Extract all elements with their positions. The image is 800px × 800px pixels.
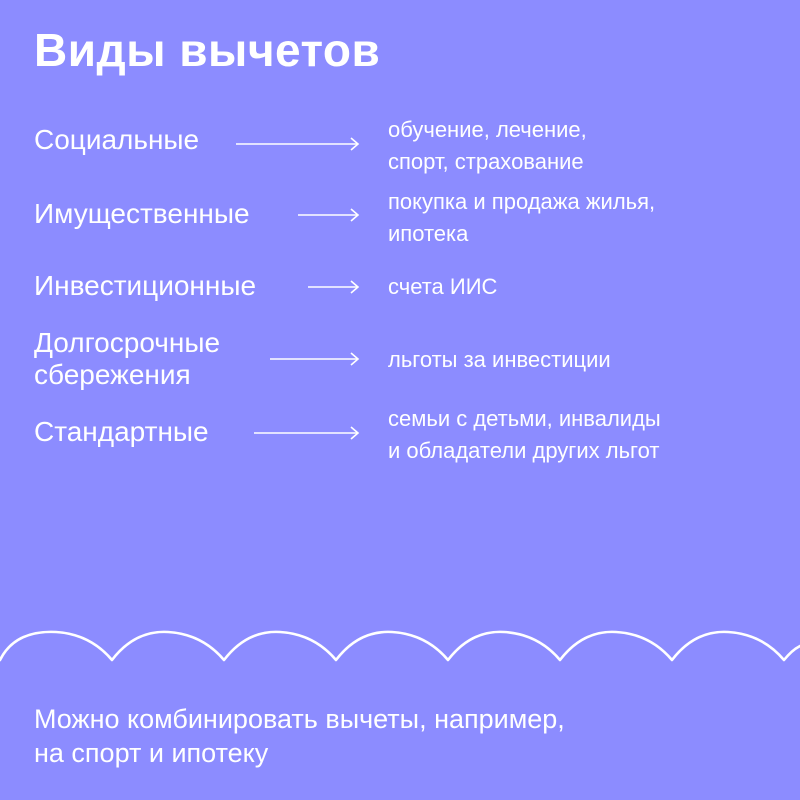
label-line: Социальные (34, 124, 200, 155)
right-arrow-icon (254, 426, 360, 440)
desc-line: счета ИИС (388, 274, 498, 299)
deduction-type-label (34, 198, 250, 230)
desc-line: ипотека (388, 221, 469, 246)
label-line: Стандартные (34, 416, 209, 447)
deduction-description (388, 186, 655, 250)
label-line: Имущественные (34, 198, 250, 229)
desc-line: обучение, лечение, (388, 117, 587, 142)
footer-note (34, 702, 565, 770)
deduction-description (388, 344, 611, 376)
deduction-type-label (34, 270, 256, 302)
deduction-type-label (34, 124, 199, 156)
wavy-divider (0, 626, 800, 666)
deduction-type-label (34, 416, 209, 448)
label-line: сбережения (34, 359, 191, 390)
desc-line: льготы за инвестиции (388, 347, 611, 372)
right-arrow-icon (298, 208, 360, 222)
desc-line: спорт, страхование (388, 149, 584, 174)
footer-line: на спорт и ипотеку (34, 738, 269, 768)
desc-line: покупка и продажа жилья, (388, 189, 656, 214)
deduction-type-label (34, 327, 220, 391)
footer-line: Можно комбинировать вычеты, например, (34, 704, 565, 734)
deduction-description (388, 114, 587, 178)
label-line: Долгосрочные (34, 327, 221, 358)
desc-line: семьи с детьми, инвалиды (388, 406, 661, 431)
deduction-description (388, 271, 497, 303)
desc-line: и обладатели других льгот (388, 438, 660, 463)
page-title: Виды вычетов (34, 24, 381, 76)
right-arrow-icon (308, 280, 360, 294)
label-line: Инвестиционные (34, 270, 257, 301)
deduction-description (388, 403, 661, 467)
right-arrow-icon (236, 137, 360, 151)
right-arrow-icon (270, 352, 360, 366)
